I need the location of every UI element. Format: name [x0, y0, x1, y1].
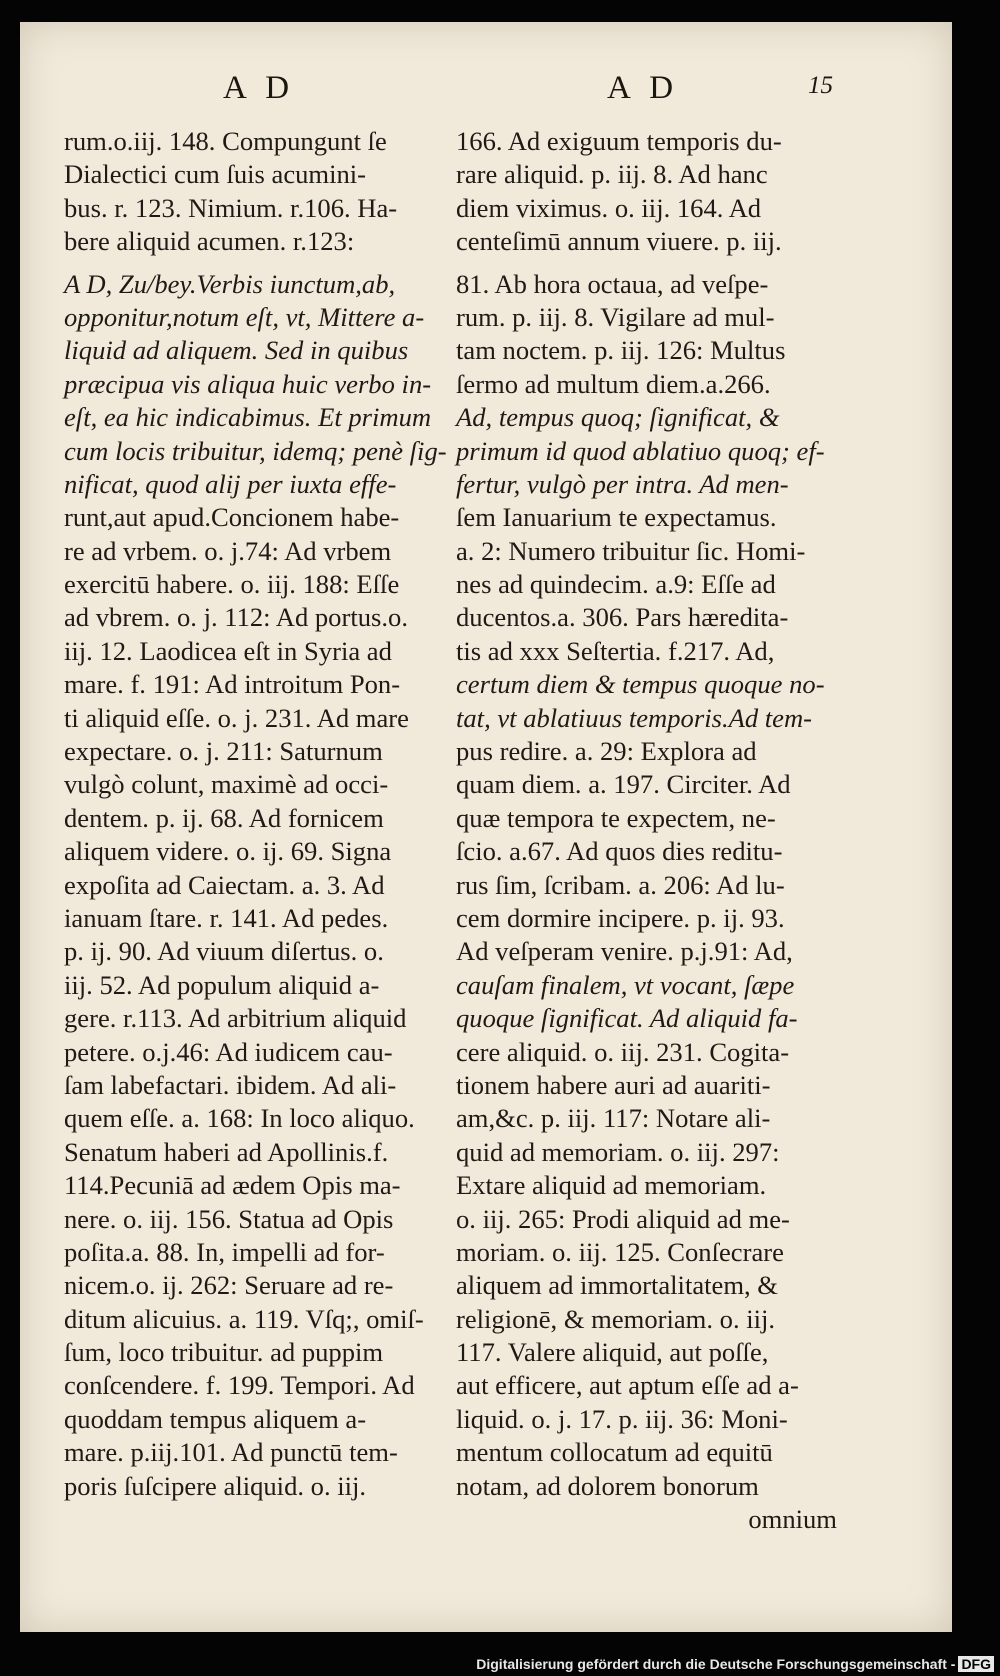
running-head-right: A D [607, 70, 680, 106]
text-line: quam diem. a. 197. Circiter. Ad [456, 769, 791, 800]
text-line: opponitur,notum eſt, vt, Mittere a- [64, 301, 425, 332]
text-line: bus. r. 123. Nimium. r.106. Ha- [64, 192, 398, 223]
text-line: quæ tempora te expectem, ne- [456, 802, 776, 833]
text-line: tam noctem. p. iij. 126: Multus [456, 335, 786, 366]
text-line: expoſita ad Caiectam. a. 3. Ad [64, 869, 385, 900]
text-line: Ad, tempus quoq; ſignificat, & [456, 402, 780, 433]
text-line: diem viximus. o. iij. 164. Ad [456, 192, 762, 223]
dfg-logo: DFG [958, 1656, 994, 1672]
text-line: ſum, loco tribuitur. ad puppim [64, 1337, 384, 1368]
text-line: moriam. o. iij. 125. Conſecrare [456, 1236, 784, 1267]
text-line: liquid. o. j. 17. p. iij. 36: Moni- [456, 1403, 788, 1434]
page-inner [30, 22, 952, 1632]
text-line: petere. o.j.46: Ad iudicem cau- [64, 1036, 393, 1067]
text-line: iij. 12. Laodicea eſt in Syria ad [64, 635, 392, 666]
right-text-column [456, 125, 841, 1536]
text-line: 81. Ab hora octaua, ad veſpe- [456, 268, 769, 299]
text-line: A D, Zu/bey.Verbis iunctum,ab, [64, 268, 396, 299]
left-text-column [64, 125, 447, 1503]
text-line: aliquem ad immortalitatem, & [456, 1270, 778, 1301]
text-line: gere. r.113. Ad arbitrium aliquid [64, 1003, 407, 1034]
text-line: ſermo ad multum diem.a.266. [456, 368, 771, 399]
text-line: ianuam ſtare. r. 141. Ad pedes. [64, 902, 389, 933]
text-line: o. iij. 265: Prodi aliquid ad me- [456, 1203, 790, 1234]
text-line: religionē, & memoriam. o. iij. [456, 1303, 776, 1334]
text-line: conſcendere. f. 199. Tempori. Ad [64, 1370, 415, 1401]
text-line: tat, vt ablatiuus temporis.Ad tem- [456, 702, 813, 733]
book-page [20, 22, 952, 1632]
text-line: expectare. o. j. 211: Saturnum [64, 736, 383, 767]
text-line: fertur, vulgò per intra. Ad men- [456, 468, 789, 499]
text-line: præcipua vis aliqua huic verbo in- [64, 368, 432, 399]
text-line: runt,aut apud.Concionem habe- [64, 502, 400, 533]
page-number: 15 [808, 72, 833, 99]
text-line: am,&c. p. iij. 117: Notare ali- [456, 1103, 771, 1134]
text-line: liquid ad aliquem. Sed in quibus [64, 335, 409, 366]
text-line: a. 2: Numero tribuitur ſic. Homi- [456, 535, 806, 566]
text-line: bere aliquid acumen. r.123: [64, 226, 355, 257]
credit-text: Digitalisierung gefördert durch die Deutsche Forschungsgemeinschaft - [476, 1656, 956, 1672]
text-line: mare. p.iij.101. Ad punctū tem- [64, 1437, 398, 1468]
text-line: rum. p. iij. 8. Vigilare ad mul- [456, 301, 775, 332]
text-line: tis ad xxx Seſtertia. f.217. Ad, [456, 635, 775, 666]
text-line: rum.o.iij. 148. Compungunt ſe [64, 126, 387, 156]
text-line: cem dormire incipere. p. ij. 93. [456, 902, 785, 933]
text-line: ſam labefactari. ibidem. Ad ali- [64, 1069, 397, 1100]
text-line: ſem Ianuarium te expectamus. [456, 502, 777, 533]
text-line: re ad vrbem. o. j.74: Ad vrbem [64, 535, 392, 566]
text-line: quoque ſignificat. Ad aliquid fa- [456, 1003, 798, 1034]
text-line: Senatum haberi ad Apollinis.f. [64, 1136, 389, 1167]
text-line: 117. Valere aliquid, aut poſſe, [456, 1337, 769, 1368]
text-line: Extare aliquid ad memoriam. [456, 1170, 767, 1201]
running-head-left: A D [223, 70, 296, 106]
text-line: aut efficere, aut aptum eſſe ad a- [456, 1370, 799, 1401]
text-line: centeſimū annum viuere. p. iij. [456, 226, 782, 257]
text-line: ti aliquid eſſe. o. j. 231. Ad mare [64, 702, 409, 733]
text-line: 166. Ad exiguum temporis du- [456, 126, 782, 156]
text-line: Ad veſperam venire. p.j.91: Ad, [456, 936, 793, 967]
text-line: quid ad memoriam. o. iij. 297: [456, 1136, 780, 1167]
text-line: poſita.a. 88. In, impelli ad for- [64, 1236, 385, 1267]
text-line: certum diem & tempus quoque no- [456, 669, 825, 700]
text-line: nes ad quindecim. a.9: Eſſe ad [456, 569, 776, 600]
text-line: notam, ad dolorem bonorum [456, 1470, 759, 1501]
text-line: vulgò colunt, maximè ad occi- [64, 769, 389, 800]
text-line: primum id quod ablatiuo quoq; ef- [456, 435, 825, 466]
text-line: nere. o. iij. 156. Statua ad Opis [64, 1203, 394, 1234]
text-line: ducentos.a. 306. Pars hæredita- [456, 602, 789, 633]
text-line: exercitū habere. o. iij. 188: Eſſe [64, 569, 400, 600]
text-line: cum locis tribuitur, idemq; penè ſig- [64, 435, 447, 466]
text-line: rare aliquid. p. iij. 8. Ad hanc [456, 159, 768, 190]
text-line: cere aliquid. o. iij. 231. Cogita- [456, 1036, 790, 1067]
text-line: quem eſſe. a. 168: In loco aliquo. [64, 1103, 415, 1134]
text-line: cauſam finalem, vt vocant, ſæpe [456, 969, 795, 1000]
text-line: tionem habere auri ad auariti- [456, 1069, 771, 1100]
digitization-credit [476, 1656, 994, 1672]
text-line: nicem.o. ij. 262: Seruare ad re- [64, 1270, 394, 1301]
text-line: ditum alicuius. a. 119. Vſq;, omiſ- [64, 1303, 424, 1334]
text-line: ſcio. a.67. Ad quos dies reditu- [456, 836, 783, 867]
text-line: quoddam tempus aliquem a- [64, 1403, 367, 1434]
text-line: mentum collocatum ad equitū [456, 1437, 773, 1468]
text-line: dentem. p. ij. 68. Ad fornicem [64, 802, 384, 833]
text-line: rus ſim, ſcribam. a. 206: Ad lu- [456, 869, 785, 900]
text-line: omnium [748, 1504, 837, 1535]
text-line: 114.Pecuniā ad ædem Opis ma- [64, 1170, 401, 1201]
text-line: nificat, quod alij per iuxta effe- [64, 468, 397, 499]
text-line: eſt, ea hic indicabimus. Et primum [64, 402, 432, 433]
text-line: mare. f. 191: Ad introitum Pon- [64, 669, 401, 700]
text-line: p. ij. 90. Ad viuum diſertus. o. [64, 936, 384, 967]
text-line: poris ſuſcipere aliquid. o. iij. [64, 1470, 367, 1501]
text-line: ad vbrem. o. j. 112: Ad portus.o. [64, 602, 408, 633]
text-line: Dialectici cum ſuis acumini- [64, 159, 367, 190]
running-head [30, 70, 952, 110]
text-line: aliquem videre. o. ij. 69. Signa [64, 836, 392, 867]
text-line: iij. 52. Ad populum aliquid a- [64, 969, 380, 1000]
text-line: pus redire. a. 29: Explora ad [456, 736, 757, 767]
